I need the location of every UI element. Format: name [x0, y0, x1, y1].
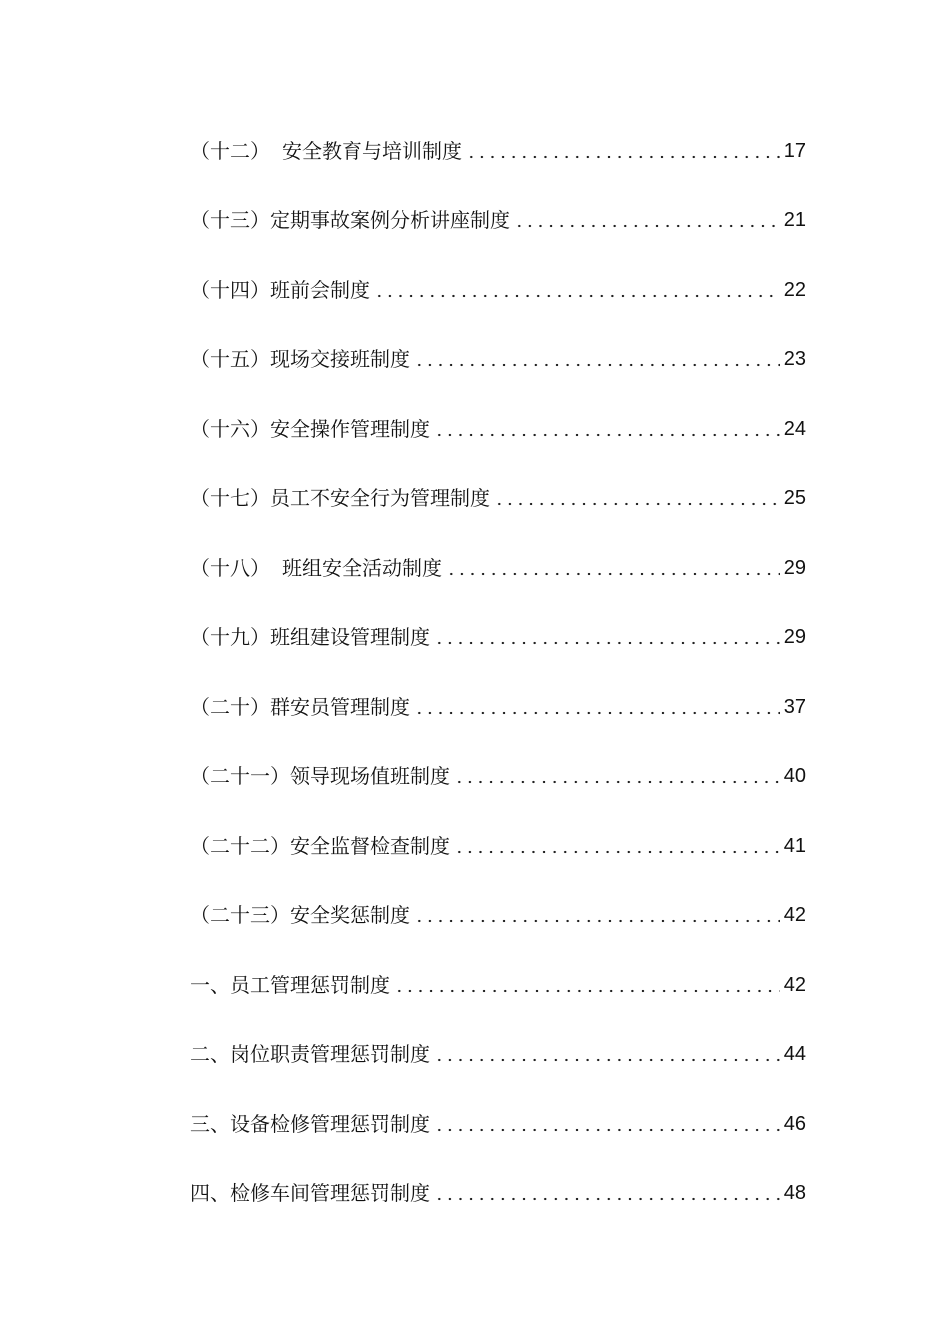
toc-entry-page: 41	[783, 835, 806, 857]
toc-entry[interactable]	[190, 1107, 806, 1141]
toc-entry-number: （十六）	[190, 417, 270, 441]
dot-leader	[434, 1049, 780, 1071]
toc-entry-number: （十九）	[190, 625, 270, 649]
toc-entry[interactable]	[190, 342, 806, 376]
toc-entry-number: （十七）	[190, 486, 270, 510]
toc-entry-number: （二十三）	[190, 903, 290, 927]
toc-entry-number: （十五）	[190, 347, 270, 371]
dot-leader	[434, 1119, 780, 1141]
toc-entry[interactable]	[190, 1037, 806, 1071]
toc-entry[interactable]	[190, 759, 806, 793]
toc-entry[interactable]	[190, 898, 806, 932]
toc-entry-number: （十三）	[190, 208, 270, 232]
toc-entry-number: （十四）	[190, 278, 270, 302]
toc-entry-title: 现场交接班制度	[270, 347, 410, 371]
toc-entry-title: 班前会制度	[270, 278, 370, 302]
toc-entry-title: 员工不安全行为管理制度	[270, 486, 490, 510]
dot-leader	[494, 493, 780, 515]
toc-entry-page: 23	[783, 348, 806, 370]
dot-leader	[414, 910, 780, 932]
toc-entry-title: 安全监督检查制度	[290, 834, 450, 858]
toc-entry-page: 42	[783, 974, 806, 996]
toc-entry-title: 班组建设管理制度	[270, 625, 430, 649]
toc-entry[interactable]	[190, 134, 806, 168]
toc-entry-title: 群安员管理制度	[270, 695, 410, 719]
toc-entry[interactable]	[190, 273, 806, 307]
dot-leader	[454, 771, 780, 793]
toc-entry-number: （二十）	[190, 695, 270, 719]
toc-entry[interactable]	[190, 481, 806, 515]
toc-entry[interactable]	[190, 620, 806, 654]
toc-entry-page: 48	[783, 1182, 806, 1204]
dot-leader	[374, 285, 780, 307]
dot-leader	[394, 980, 780, 1002]
dot-leader	[434, 424, 780, 446]
toc-entry[interactable]	[190, 203, 806, 237]
toc-entry[interactable]	[190, 829, 806, 863]
toc-entry-title: 定期事故案例分析讲座制度	[270, 208, 510, 232]
toc-entry[interactable]	[190, 412, 806, 446]
toc-entry[interactable]	[190, 551, 806, 585]
toc-entry-page: 29	[783, 626, 806, 648]
toc-entry-page: 40	[783, 765, 806, 787]
toc-entry-page: 17	[783, 140, 806, 162]
toc-entry[interactable]	[190, 690, 806, 724]
dot-leader	[446, 563, 780, 585]
toc-entry-number: 三、	[190, 1112, 230, 1136]
toc-entry-number: （十二）	[190, 139, 270, 163]
toc-entry-number: 一、	[190, 973, 230, 997]
toc-entry-number: （十八）	[190, 556, 270, 580]
toc-entry-page: 21	[783, 209, 806, 231]
dot-leader	[414, 702, 780, 724]
toc-entry-page: 24	[783, 418, 806, 440]
dot-leader	[514, 215, 780, 237]
toc-entry-title: 安全操作管理制度	[270, 417, 430, 441]
toc-entry-page: 44	[783, 1043, 806, 1065]
dot-leader	[434, 632, 780, 654]
toc-entry-number: 二、	[190, 1042, 230, 1066]
toc-entry-title: 安全奖惩制度	[290, 903, 410, 927]
toc-entry-number: （二十二）	[190, 834, 290, 858]
toc-entry-page: 22	[783, 279, 806, 301]
toc-entry-page: 46	[783, 1113, 806, 1135]
toc-entry-title: 领导现场值班制度	[290, 764, 450, 788]
toc-entry-number: （二十一）	[190, 764, 290, 788]
toc-entry-number: 四、	[190, 1181, 230, 1205]
dot-leader	[414, 354, 780, 376]
toc-entry[interactable]	[190, 968, 806, 1002]
toc-entry-page: 42	[783, 904, 806, 926]
toc-entry-title: 安全教育与培训制度	[282, 139, 462, 163]
toc-entry-page: 25	[783, 487, 806, 509]
toc-entry-title: 班组安全活动制度	[282, 556, 442, 580]
dot-leader	[454, 841, 780, 863]
toc-entry-title: 设备检修管理惩罚制度	[230, 1112, 430, 1136]
toc-entry-title: 岗位职责管理惩罚制度	[230, 1042, 430, 1066]
toc-entry-title: 检修车间管理惩罚制度	[230, 1181, 430, 1205]
toc-entry-page: 29	[783, 557, 806, 579]
dot-leader	[466, 146, 780, 168]
dot-leader	[434, 1188, 780, 1210]
toc-entry-title: 员工管理惩罚制度	[230, 973, 390, 997]
toc-entry[interactable]	[190, 1176, 806, 1210]
toc-entry-page: 37	[783, 696, 806, 718]
